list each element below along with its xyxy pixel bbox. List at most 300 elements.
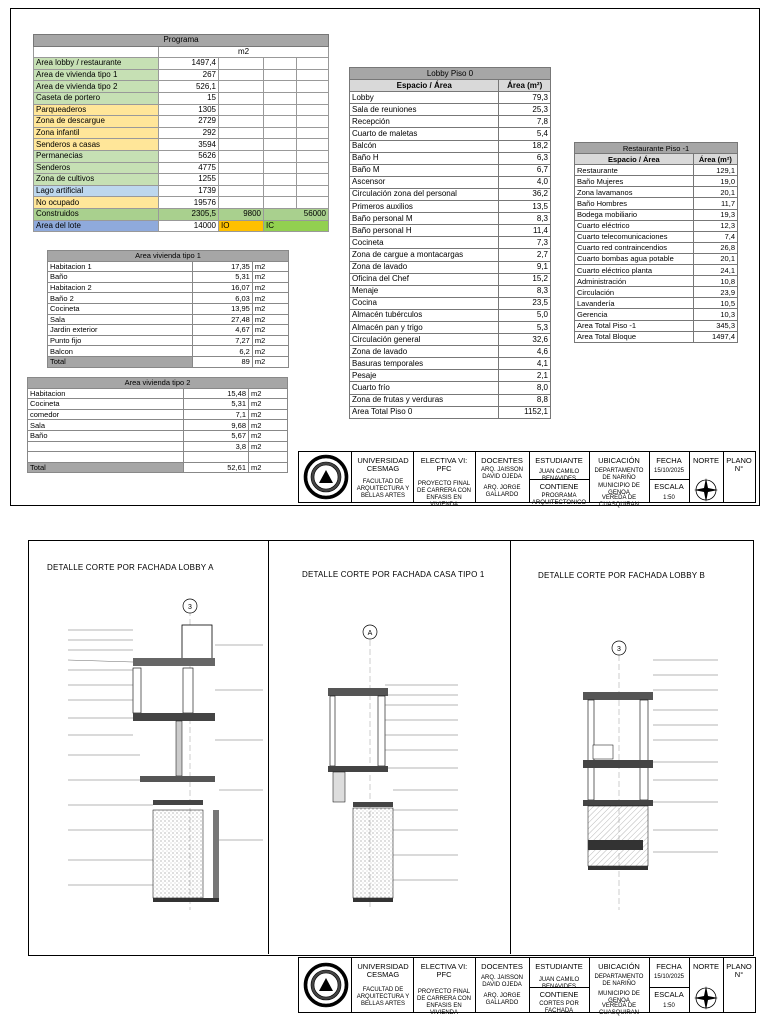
programa-row-value: 5626 bbox=[159, 150, 219, 162]
vivienda2-row-value: 52,61 bbox=[184, 462, 249, 473]
north-arrow-icon bbox=[693, 985, 719, 1011]
restaurante-row bbox=[575, 209, 738, 220]
norte-label: NORTE bbox=[692, 456, 720, 465]
vivienda2-row-value: 7,1 bbox=[184, 409, 249, 420]
vivienda1-row-value: 13,95 bbox=[192, 303, 252, 314]
lobby-row bbox=[350, 309, 551, 321]
restaurante-row bbox=[575, 298, 738, 309]
vivienda1-row-unit: m2 bbox=[252, 272, 288, 283]
ubicacion-2: MUNICIPIO DE GENOA bbox=[598, 483, 640, 496]
restaurante-row-label: Cuarto red contraincendios bbox=[575, 242, 694, 253]
vivienda2-row-value: 5,67 bbox=[184, 430, 249, 441]
lobby-row bbox=[350, 92, 551, 104]
vivienda2-row bbox=[28, 441, 288, 452]
programa-row-value: 19576 bbox=[159, 197, 219, 209]
restaurante-row-value: 24,1 bbox=[693, 265, 737, 276]
lobby-row-value: 5,4 bbox=[499, 128, 551, 140]
vivienda2-row bbox=[28, 452, 288, 463]
vivienda2-row-label: Sala bbox=[28, 420, 184, 431]
programa-row-value: 3594 bbox=[159, 139, 219, 151]
vivienda1-row bbox=[48, 303, 289, 314]
programa-row bbox=[34, 150, 329, 162]
programa-row-label: Senderos a casas bbox=[34, 139, 159, 151]
programa-row-value: 4775 bbox=[159, 162, 219, 174]
lobby-row bbox=[350, 188, 551, 200]
programa-row bbox=[34, 174, 329, 186]
lobby-row bbox=[350, 249, 551, 261]
vivienda1-title: Area vivienda tipo 1 bbox=[48, 251, 289, 262]
detail-drawings bbox=[28, 540, 752, 954]
programa-row bbox=[34, 104, 329, 116]
escala-value: 1:50 bbox=[663, 1003, 675, 1009]
vivienda2-row bbox=[28, 420, 288, 431]
vivienda1-row-label: Punto fijo bbox=[48, 335, 193, 346]
programa-row-value: 1305 bbox=[159, 104, 219, 116]
vivienda1-row-label: Habitacion 1 bbox=[48, 261, 193, 272]
lobby-row-value: 2,1 bbox=[499, 370, 551, 382]
estudiante-label: ESTUDIANTE bbox=[535, 456, 583, 465]
restaurante-row-value: 20,1 bbox=[693, 253, 737, 264]
lobby-row-value: 4,0 bbox=[499, 176, 551, 188]
plano-label: PLANO N° bbox=[726, 456, 752, 473]
restaurante-row bbox=[575, 331, 738, 342]
lobby-row bbox=[350, 273, 551, 285]
vivienda1-row bbox=[48, 272, 289, 283]
vivienda1-row-value: 6,2 bbox=[192, 346, 252, 357]
programa-title: Programa bbox=[34, 35, 329, 47]
programa-row bbox=[34, 185, 329, 197]
estudiante-label: ESTUDIANTE bbox=[535, 962, 583, 971]
contenido: CORTES POR FACHADA bbox=[539, 1001, 579, 1014]
lobby-row bbox=[350, 406, 551, 418]
programa-row-label: Permanecias bbox=[34, 150, 159, 162]
vivienda1-row-unit: m2 bbox=[252, 314, 288, 325]
lobby-row-label: Basuras temporales bbox=[350, 358, 499, 370]
restaurante-row bbox=[575, 265, 738, 276]
lobby-row bbox=[350, 128, 551, 140]
lobby-row-label: Cocineta bbox=[350, 237, 499, 249]
restaurante-row bbox=[575, 231, 738, 242]
lobby-row-value: 5,0 bbox=[499, 309, 551, 321]
lobby-row-label: Almacén tubérculos bbox=[350, 309, 499, 321]
vivienda1-row-value: 17,35 bbox=[192, 261, 252, 272]
vivienda2-row-value: 9,68 bbox=[184, 420, 249, 431]
lobby-row-value: 8,3 bbox=[499, 285, 551, 297]
north-arrow-icon bbox=[693, 477, 719, 503]
programa-row bbox=[34, 127, 329, 139]
fecha-label: FECHA bbox=[656, 456, 682, 465]
lobby-row-value: 4,1 bbox=[499, 358, 551, 370]
vivienda2-row-label bbox=[28, 441, 184, 452]
restaurante-row-value: 345,3 bbox=[693, 320, 737, 331]
vivienda2-table bbox=[27, 377, 288, 473]
restaurante-row-value: 23,9 bbox=[693, 287, 737, 298]
university-seal-icon bbox=[301, 959, 351, 1011]
detail-a-drawing bbox=[68, 599, 263, 910]
vivienda1-row bbox=[48, 293, 289, 304]
vivienda1-row bbox=[48, 356, 289, 367]
programa-row-label: Area de vivienda tipo 2 bbox=[34, 81, 159, 93]
restaurante-col2: Área (m²) bbox=[693, 154, 737, 165]
restaurante-row-label: Cuarto telecomunicaciones bbox=[575, 231, 694, 242]
lobby-row bbox=[350, 382, 551, 394]
lobby-row bbox=[350, 321, 551, 333]
vivienda2-title: Area vivienda tipo 2 bbox=[28, 378, 288, 389]
lobby-row-value: 9,1 bbox=[499, 261, 551, 273]
programa-row bbox=[34, 139, 329, 151]
lobby-row-value: 32,6 bbox=[499, 334, 551, 346]
vivienda1-row-value: 27,48 bbox=[192, 314, 252, 325]
ubicacion-1: DEPARTAMENTO DE NARIÑO bbox=[594, 974, 644, 987]
estudiante-name: JUAN CAMILO BENAVIDES bbox=[538, 469, 580, 482]
lobby-title: Lobby Piso 0 bbox=[350, 68, 551, 80]
ubicacion-label: UBICACIÓN bbox=[598, 456, 640, 465]
vivienda2-row-label bbox=[28, 452, 184, 463]
lobby-row-label: Area Total Piso 0 bbox=[350, 406, 499, 418]
restaurante-row-value: 20,1 bbox=[693, 187, 737, 198]
lobby-row-value: 25,3 bbox=[499, 104, 551, 116]
restaurante-row-label: Restaurante bbox=[575, 165, 694, 176]
restaurante-row-value: 10,3 bbox=[693, 309, 737, 320]
lobby-row-value: 5,3 bbox=[499, 321, 551, 333]
fecha-value: 15/10/2025 bbox=[653, 974, 685, 980]
vivienda1-row-unit: m2 bbox=[252, 303, 288, 314]
programa-row-value: 1497,4 bbox=[159, 58, 219, 70]
vivienda1-row-label: Balcon bbox=[48, 346, 193, 357]
docentes-label: DOCENTES bbox=[481, 456, 523, 465]
restaurante-row bbox=[575, 309, 738, 320]
lobby-row-label: Cuarto de maletas bbox=[350, 128, 499, 140]
lobby-row-value: 8,3 bbox=[499, 213, 551, 225]
lobby-row-value: 36,2 bbox=[499, 188, 551, 200]
vivienda2-row bbox=[28, 409, 288, 420]
lobby-row bbox=[350, 140, 551, 152]
title-block-bottom bbox=[298, 957, 756, 1016]
lobby-row bbox=[350, 261, 551, 273]
restaurante-row bbox=[575, 198, 738, 209]
programa-row-value: 1255 bbox=[159, 174, 219, 186]
lobby-row-label: Primeros auxilios bbox=[350, 201, 499, 213]
lobby-row-label: Lobby bbox=[350, 92, 499, 104]
vivienda2-row bbox=[28, 430, 288, 441]
lobby-row-value: 18,2 bbox=[499, 140, 551, 152]
restaurante-row bbox=[575, 165, 738, 176]
programa-row-label: Parqueaderos bbox=[34, 104, 159, 116]
lobby-row-label: Baño H bbox=[350, 152, 499, 164]
university-name: UNIVERSIDAD CESMAG bbox=[357, 456, 409, 473]
escala-label: ESCALA bbox=[654, 990, 684, 999]
vivienda2-row-value: 5,31 bbox=[184, 399, 249, 410]
restaurante-row-label: Cuarto eléctrico bbox=[575, 220, 694, 231]
vivienda2-row-label: Total bbox=[28, 462, 184, 473]
lobby-row bbox=[350, 334, 551, 346]
vivienda2-row bbox=[28, 388, 288, 399]
vivienda2-row-unit: m2 bbox=[249, 409, 288, 420]
restaurante-row-value: 10,8 bbox=[693, 276, 737, 287]
programa-row-label: Senderos bbox=[34, 162, 159, 174]
restaurante-title: Restaurante Piso -1 bbox=[575, 143, 738, 154]
lobby-row bbox=[350, 346, 551, 358]
lobby-row bbox=[350, 201, 551, 213]
restaurante-row-label: Cuarto bombas agua potable bbox=[575, 253, 694, 264]
programa-row bbox=[34, 58, 329, 70]
lobby-row-value: 8,8 bbox=[499, 394, 551, 406]
vivienda2-row-label: Habitacion bbox=[28, 388, 184, 399]
lobby-row-value: 8,0 bbox=[499, 382, 551, 394]
programa-row-label: No ocupado bbox=[34, 197, 159, 209]
lobby-row-value: 6,7 bbox=[499, 164, 551, 176]
lobby-row-label: Ascensor bbox=[350, 176, 499, 188]
ubicacion-1: DEPARTAMENTO DE NARIÑO bbox=[594, 468, 644, 481]
vivienda1-row-label: Jardin exterior bbox=[48, 325, 193, 336]
vivienda1-row-label: Habitacion 2 bbox=[48, 282, 193, 293]
programa-row bbox=[34, 69, 329, 81]
restaurante-table bbox=[574, 142, 738, 343]
restaurante-row bbox=[575, 276, 738, 287]
lobby-row bbox=[350, 152, 551, 164]
escala-label: ESCALA bbox=[654, 482, 684, 491]
detail-a-axis: 3 bbox=[188, 604, 192, 611]
restaurante-row bbox=[575, 242, 738, 253]
restaurante-row-value: 26,8 bbox=[693, 242, 737, 253]
vivienda1-row-label: Total bbox=[48, 356, 193, 367]
ubicacion-label: UBICACIÓN bbox=[598, 962, 640, 971]
vivienda1-row-label: Baño bbox=[48, 272, 193, 283]
lobby-row bbox=[350, 164, 551, 176]
lobby-row-label: Sala de reuniones bbox=[350, 104, 499, 116]
lobby-row-value: 7,3 bbox=[499, 237, 551, 249]
detail-a-title: DETALLE CORTE POR FACHADA LOBBY A bbox=[47, 563, 214, 572]
lobby-row-value: 13,5 bbox=[499, 201, 551, 213]
programa-table bbox=[33, 34, 329, 232]
programa-row bbox=[34, 162, 329, 174]
detail-casa-title: DETALLE CORTE POR FACHADA CASA TIPO 1 bbox=[302, 570, 485, 579]
lobby-row-label: Recepción bbox=[350, 116, 499, 128]
restaurante-row-label: Zona lavamanos bbox=[575, 187, 694, 198]
vivienda1-row-unit: m2 bbox=[252, 293, 288, 304]
lobby-row-label: Zona de lavado bbox=[350, 261, 499, 273]
lobby-row bbox=[350, 225, 551, 237]
lote-io: IO bbox=[219, 220, 264, 232]
programa-row-label: Zona de cultivos bbox=[34, 174, 159, 186]
vivienda1-row-label: Baño 2 bbox=[48, 293, 193, 304]
vivienda1-row-label: Sala bbox=[48, 314, 193, 325]
vivienda1-row bbox=[48, 282, 289, 293]
restaurante-row bbox=[575, 287, 738, 298]
lobby-row bbox=[350, 370, 551, 382]
restaurante-col1: Espacio / Área bbox=[575, 154, 694, 165]
vivienda1-row-unit: m2 bbox=[252, 282, 288, 293]
vivienda2-row-unit: m2 bbox=[249, 388, 288, 399]
vivienda2-row bbox=[28, 462, 288, 473]
vivienda1-row-unit: m2 bbox=[252, 325, 288, 336]
vivienda2-row-unit: m2 bbox=[249, 399, 288, 410]
lobby-row-value: 79,3 bbox=[499, 92, 551, 104]
lobby-row-label: Zona de lavado bbox=[350, 346, 499, 358]
docente-2: ARQ. JORGE GALLARDO bbox=[483, 993, 521, 1006]
lobby-row-label: Baño M bbox=[350, 164, 499, 176]
restaurante-row-label: Gerencia bbox=[575, 309, 694, 320]
faculty-name: FACULTAD DE ARQUITECTURA Y BELLAS ARTES bbox=[356, 479, 410, 499]
ubicacion-2: MUNICIPIO DE GENOA bbox=[598, 991, 640, 1004]
docentes-label: DOCENTES bbox=[481, 962, 523, 971]
fecha-label: FECHA bbox=[656, 962, 682, 971]
lote-label: Area del lote bbox=[34, 220, 159, 232]
lobby-row-label: Cocina bbox=[350, 297, 499, 309]
lobby-row bbox=[350, 237, 551, 249]
programa-row-value: 267 bbox=[159, 69, 219, 81]
restaurante-row-value: 7,4 bbox=[693, 231, 737, 242]
lobby-row-label: Baño personal H bbox=[350, 225, 499, 237]
lobby-row bbox=[350, 116, 551, 128]
vivienda1-row-value: 6,03 bbox=[192, 293, 252, 304]
lobby-row-value: 1152,1 bbox=[499, 406, 551, 418]
lobby-row-label: Baño personal M bbox=[350, 213, 499, 225]
lobby-row bbox=[350, 285, 551, 297]
programa-row-label: Lago artificial bbox=[34, 185, 159, 197]
vivienda2-row-unit: m2 bbox=[249, 441, 288, 452]
restaurante-row bbox=[575, 187, 738, 198]
programa-row-value: 1739 bbox=[159, 185, 219, 197]
lobby-col1: Espacio / Área bbox=[350, 80, 499, 92]
restaurante-row bbox=[575, 176, 738, 187]
vivienda2-row-label: Baño bbox=[28, 430, 184, 441]
construidos-v3: 56000 bbox=[264, 208, 329, 220]
restaurante-row-label: Area Total Bloque bbox=[575, 331, 694, 342]
fecha-value: 15/10/2025 bbox=[653, 468, 685, 474]
contiene-label: CONTIENE bbox=[539, 990, 579, 999]
vivienda1-row-value: 7,27 bbox=[192, 335, 252, 346]
vivienda1-row-unit: m2 bbox=[252, 335, 288, 346]
lobby-row-label: Circulación general bbox=[350, 334, 499, 346]
restaurante-row-value: 129,1 bbox=[693, 165, 737, 176]
lobby-row-label: Pesaje bbox=[350, 370, 499, 382]
programa-row-value: 2729 bbox=[159, 116, 219, 128]
lobby-row-value: 6,3 bbox=[499, 152, 551, 164]
proyecto: PROYECTO FINAL DE CARRERA CON ENFASIS EN VIVIENDA bbox=[416, 481, 471, 508]
construidos-v2: 9800 bbox=[219, 208, 264, 220]
plano-label: PLANO N° bbox=[726, 962, 752, 979]
vivienda2-row-unit: m2 bbox=[249, 430, 288, 441]
vivienda2-row bbox=[28, 399, 288, 410]
restaurante-row-label: Administración bbox=[575, 276, 694, 287]
vivienda2-row-value bbox=[184, 452, 249, 463]
restaurante-row-label: Cuarto eléctrico planta bbox=[575, 265, 694, 276]
programa-row bbox=[34, 116, 329, 128]
vivienda2-row-unit: m2 bbox=[249, 462, 288, 473]
vivienda1-row-value: 16,07 bbox=[192, 282, 252, 293]
vivienda1-row-unit: m2 bbox=[252, 261, 288, 272]
lobby-row bbox=[350, 213, 551, 225]
restaurante-row-label: Area Total Piso -1 bbox=[575, 320, 694, 331]
lote-value: 14000 bbox=[159, 220, 219, 232]
lobby-row-value: 15,2 bbox=[499, 273, 551, 285]
ubicacion-3: VEREDA DE CUASQUIRAN bbox=[598, 1003, 639, 1016]
lobby-row bbox=[350, 176, 551, 188]
lote-ic: IC bbox=[264, 220, 329, 232]
restaurante-row-value: 12,3 bbox=[693, 220, 737, 231]
vivienda1-row bbox=[48, 314, 289, 325]
vivienda1-row-value: 5,31 bbox=[192, 272, 252, 283]
programa-row bbox=[34, 197, 329, 209]
programa-row-value: 526,1 bbox=[159, 81, 219, 93]
lobby-row-label: Zona de cargue a montacargas bbox=[350, 249, 499, 261]
restaurante-row-label: Baño Mujeres bbox=[575, 176, 694, 187]
lobby-row-label: Almacén pan y trigo bbox=[350, 321, 499, 333]
norte-label: NORTE bbox=[692, 962, 720, 971]
lobby-table bbox=[349, 67, 551, 419]
vivienda2-row-unit: m2 bbox=[249, 420, 288, 431]
lobby-row-value: 11,4 bbox=[499, 225, 551, 237]
university-name: UNIVERSIDAD CESMAG bbox=[357, 962, 409, 979]
restaurante-row-label: Circulación bbox=[575, 287, 694, 298]
lobby-row-label: Zona de frutas y verduras bbox=[350, 394, 499, 406]
restaurante-row-value: 1497,4 bbox=[693, 331, 737, 342]
vivienda1-row-unit: m2 bbox=[252, 356, 288, 367]
lobby-row-value: 4,6 bbox=[499, 346, 551, 358]
lobby-row-label: Balcón bbox=[350, 140, 499, 152]
programa-row-label: Zona infantil bbox=[34, 127, 159, 139]
vivienda1-row bbox=[48, 325, 289, 336]
programa-row-value: 292 bbox=[159, 127, 219, 139]
lobby-row bbox=[350, 297, 551, 309]
restaurante-row-label: Lavandería bbox=[575, 298, 694, 309]
vivienda1-row bbox=[48, 261, 289, 272]
contenido: PROGRAMA ARQUITECTONICO bbox=[531, 493, 587, 506]
proyecto: PROYECTO FINAL DE CARRERA CON ENFASIS EN VIVIENDA bbox=[416, 989, 471, 1016]
construidos-label: Construidos bbox=[34, 208, 159, 220]
vivienda1-row bbox=[48, 346, 289, 357]
vivienda2-row-value: 15,48 bbox=[184, 388, 249, 399]
detail-b-drawing bbox=[583, 641, 718, 910]
programa-row-value: 15 bbox=[159, 92, 219, 104]
lobby-row-label: Cuarto frío bbox=[350, 382, 499, 394]
detail-casa-axis: A bbox=[367, 630, 373, 637]
restaurante-row-label: Baño Hombres bbox=[575, 198, 694, 209]
contiene-label: CONTIENE bbox=[539, 482, 579, 491]
escala-value: 1:50 bbox=[663, 495, 675, 501]
docente-1: ARQ. JAISSON DAVID OJEDA bbox=[480, 975, 523, 988]
restaurante-row-value: 11,7 bbox=[693, 198, 737, 209]
detail-b-axis: 3 bbox=[617, 646, 621, 653]
title-block-top bbox=[298, 451, 756, 508]
docente-1: ARQ. JAISSON DAVID OJEDA bbox=[480, 467, 523, 480]
programa-row-label: Zona de descargue bbox=[34, 116, 159, 128]
vivienda2-row-label: Cocineta bbox=[28, 399, 184, 410]
restaurante-row bbox=[575, 220, 738, 231]
construidos-value: 2305,5 bbox=[159, 208, 219, 220]
university-seal-icon bbox=[301, 453, 351, 501]
lobby-row-label: Oficina del Chef bbox=[350, 273, 499, 285]
programa-row-label: Area de vivienda tipo 1 bbox=[34, 69, 159, 81]
restaurante-row-label: Bodega mobiliario bbox=[575, 209, 694, 220]
electiva: ELECTIVA VI: PFC bbox=[420, 962, 468, 979]
programa-row-label: Caseta de portero bbox=[34, 92, 159, 104]
ubicacion-3: VEREDA DE CUASQUIRAN bbox=[598, 495, 639, 508]
detail-casa-drawing bbox=[328, 625, 458, 910]
lobby-row-value: 7,8 bbox=[499, 116, 551, 128]
programa-row bbox=[34, 92, 329, 104]
detail-b-title: DETALLE CORTE POR FACHADA LOBBY B bbox=[538, 571, 706, 580]
vivienda1-row-label: Cocineta bbox=[48, 303, 193, 314]
vivienda2-row-label: comedor bbox=[28, 409, 184, 420]
estudiante-name: JUAN CAMILO BENAVIDES bbox=[538, 977, 580, 990]
programa-unit: m2 bbox=[159, 46, 329, 58]
programa-row bbox=[34, 81, 329, 93]
lobby-row-value: 23,5 bbox=[499, 297, 551, 309]
vivienda1-row-value: 4,67 bbox=[192, 325, 252, 336]
lobby-row-value: 2,7 bbox=[499, 249, 551, 261]
